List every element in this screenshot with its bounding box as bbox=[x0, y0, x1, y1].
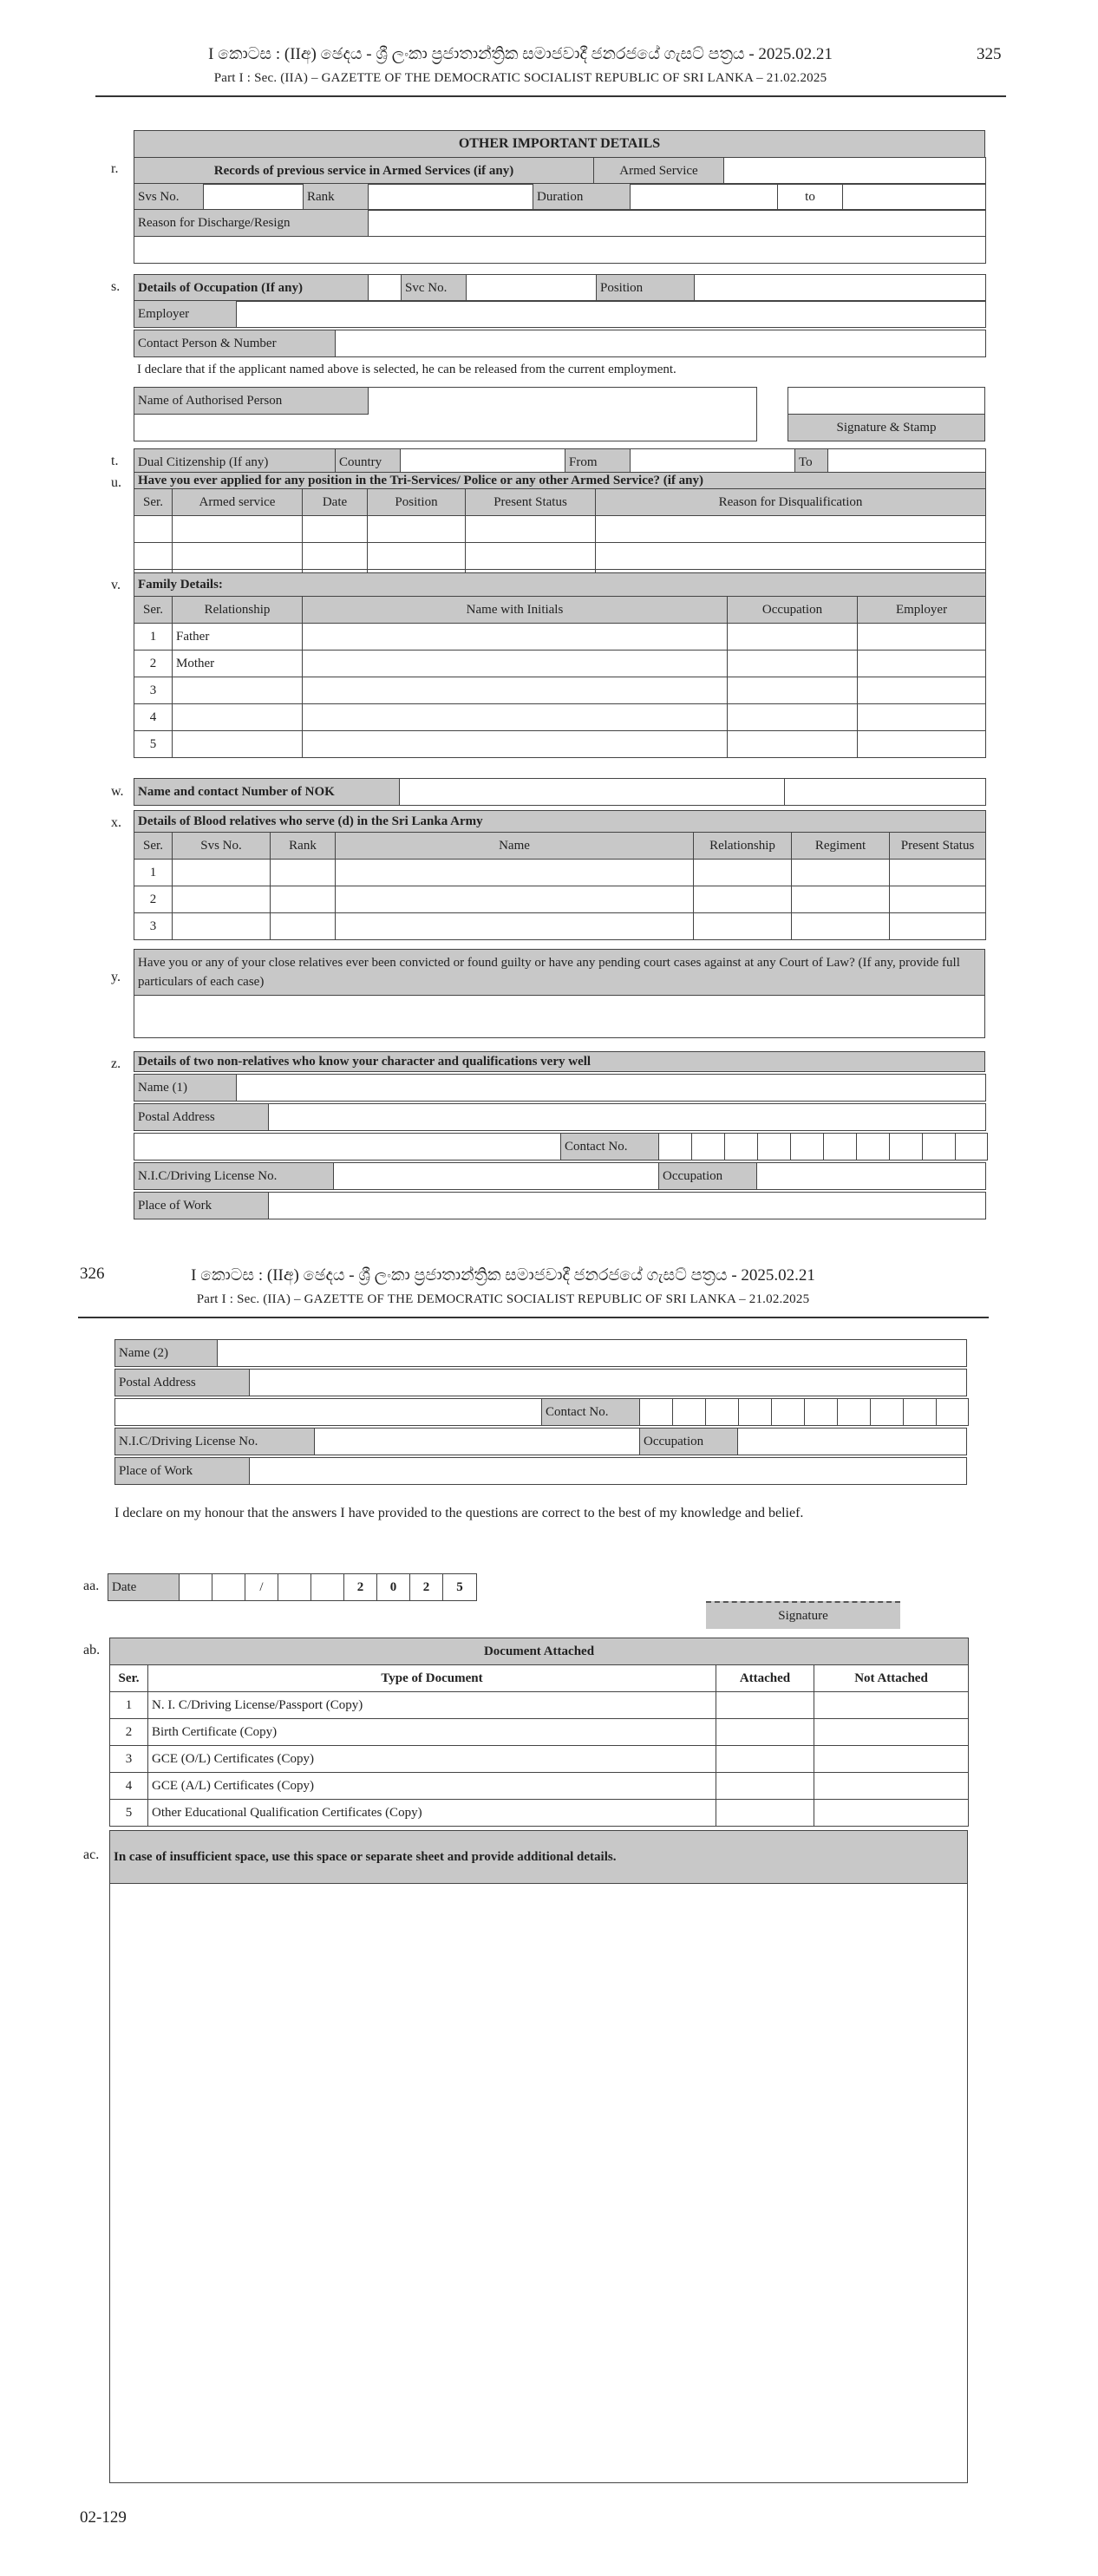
referee1-contact-table bbox=[134, 1133, 988, 1161]
section-mark-ab: ab. bbox=[83, 1643, 101, 1657]
occupation-spacer bbox=[369, 275, 402, 302]
not-attached-checkbox[interactable] bbox=[814, 1719, 969, 1746]
col-ser: Ser. bbox=[134, 833, 173, 860]
discharge-reason-label: Reason for Discharge/Resign bbox=[134, 210, 369, 237]
cell[interactable] bbox=[303, 624, 728, 651]
position-input[interactable] bbox=[695, 275, 986, 302]
digit-box[interactable] bbox=[937, 1399, 969, 1426]
row-ser: 3 bbox=[134, 677, 173, 704]
referee2-name-label: Name (2) bbox=[115, 1340, 218, 1367]
table-row bbox=[134, 677, 986, 704]
row-relationship[interactable] bbox=[173, 731, 303, 758]
convictions-answer[interactable] bbox=[134, 996, 985, 1038]
country-label: Country bbox=[336, 449, 401, 476]
referee1-name-label: Name (1) bbox=[134, 1075, 237, 1102]
digit-box[interactable] bbox=[956, 1134, 988, 1161]
cell[interactable] bbox=[303, 731, 728, 758]
family-details-table bbox=[134, 572, 986, 758]
cell[interactable] bbox=[858, 731, 986, 758]
cell[interactable] bbox=[173, 516, 303, 543]
col-armed-service: Armed service bbox=[173, 489, 303, 516]
honour-declaration: I declare on my honour that the answers I have provided to the questions are correct to the best of my knowledge and belief. bbox=[114, 1506, 804, 1520]
signature-stamp-label: Signature & Stamp bbox=[788, 415, 985, 441]
referee2-postal-input[interactable] bbox=[250, 1370, 967, 1396]
not-attached-checkbox[interactable] bbox=[814, 1746, 969, 1773]
referee1-postal-input[interactable] bbox=[269, 1104, 986, 1131]
year-digit: 0 bbox=[377, 1574, 410, 1601]
cell[interactable] bbox=[596, 543, 986, 570]
cell[interactable] bbox=[303, 704, 728, 731]
employer-table bbox=[134, 300, 986, 328]
digit-box[interactable] bbox=[824, 1134, 857, 1161]
cell[interactable] bbox=[303, 543, 368, 570]
nok-table bbox=[134, 778, 986, 806]
digit-box[interactable] bbox=[857, 1134, 890, 1161]
referee2-postal-extra[interactable] bbox=[115, 1399, 542, 1426]
referee2-postal-label: Postal Address bbox=[115, 1370, 250, 1396]
authorised-person-label: Name of Authorised Person bbox=[134, 388, 369, 415]
authorised-person-table bbox=[134, 387, 757, 441]
cell[interactable] bbox=[728, 624, 858, 651]
col-type-of-document: Type of Document bbox=[148, 1665, 716, 1692]
referee1-name-table bbox=[134, 1074, 986, 1102]
convictions-question: Have you or any of your close relatives ever been convicted or found guilty or have any pending court cases against at any Court of Law? (If any, provide full particulars of each case) bbox=[134, 950, 985, 996]
referee2-contact-label: Contact No. bbox=[542, 1399, 640, 1426]
cell[interactable] bbox=[336, 860, 694, 886]
cell[interactable] bbox=[173, 886, 271, 913]
col-ser: Ser. bbox=[110, 1665, 148, 1692]
additional-details-table bbox=[109, 1830, 968, 2483]
nok-number-input[interactable] bbox=[785, 779, 986, 806]
col-occupation: Occupation bbox=[728, 597, 858, 624]
occupation-table bbox=[134, 274, 986, 302]
cell[interactable] bbox=[271, 860, 336, 886]
date-digit-box[interactable] bbox=[278, 1574, 311, 1601]
referee2-work-label: Place of Work bbox=[115, 1458, 250, 1485]
from-label: From bbox=[565, 449, 631, 476]
authorised-person-input[interactable] bbox=[369, 388, 757, 415]
attached-checkbox[interactable] bbox=[716, 1692, 814, 1719]
signature-stamp-area[interactable] bbox=[788, 388, 985, 415]
digit-box[interactable] bbox=[725, 1134, 758, 1161]
armed-service-record-table bbox=[134, 157, 986, 185]
referee1-postal-label: Postal Address bbox=[134, 1104, 269, 1131]
col-ser: Ser. bbox=[134, 597, 173, 624]
cell[interactable] bbox=[466, 543, 596, 570]
cell[interactable] bbox=[858, 704, 986, 731]
svc-no-input[interactable] bbox=[467, 275, 597, 302]
row-ser: 1 bbox=[134, 624, 173, 651]
dual-citizenship-label: Dual Citizenship (If any) bbox=[134, 449, 336, 476]
cell[interactable] bbox=[303, 677, 728, 704]
row-ser: 4 bbox=[110, 1773, 148, 1800]
table-row bbox=[110, 1692, 969, 1719]
year-digit: 2 bbox=[410, 1574, 443, 1601]
col-relationship: Relationship bbox=[694, 833, 792, 860]
col-regiment: Regiment bbox=[792, 833, 890, 860]
contact-person-label: Contact Person & Number bbox=[134, 330, 336, 357]
referee2-postal-table bbox=[114, 1369, 967, 1396]
cell[interactable] bbox=[858, 651, 986, 677]
signature-label: Signature bbox=[706, 1601, 900, 1629]
digit-box[interactable] bbox=[772, 1399, 805, 1426]
not-attached-checkbox[interactable] bbox=[814, 1773, 969, 1800]
prior-applications-title: Have you ever applied for any position in the Tri-Services/ Police or any other Armed Service? (if any) bbox=[134, 473, 986, 489]
row-ser: 5 bbox=[110, 1800, 148, 1827]
rank-label: Rank bbox=[304, 184, 369, 211]
digit-box[interactable] bbox=[739, 1399, 772, 1426]
attached-checkbox[interactable] bbox=[716, 1800, 814, 1827]
contact-person-input[interactable] bbox=[336, 330, 986, 357]
col-name-initials: Name with Initials bbox=[303, 597, 728, 624]
convictions-table bbox=[134, 949, 985, 1038]
blood-relatives-table bbox=[134, 810, 986, 940]
row-document: Other Educational Qualification Certificates (Copy) bbox=[148, 1800, 716, 1827]
table-row bbox=[134, 651, 986, 677]
row-ser: 1 bbox=[110, 1692, 148, 1719]
col-date: Date bbox=[303, 489, 368, 516]
cell[interactable] bbox=[134, 543, 173, 570]
table-row bbox=[134, 913, 986, 940]
cell[interactable] bbox=[890, 913, 986, 940]
referee1-occupation-input[interactable] bbox=[757, 1163, 986, 1190]
cell[interactable] bbox=[694, 913, 792, 940]
referee1-work-input[interactable] bbox=[269, 1193, 986, 1219]
col-employer: Employer bbox=[858, 597, 986, 624]
to-label: To bbox=[795, 449, 828, 476]
digit-box[interactable] bbox=[838, 1399, 871, 1426]
table-row bbox=[110, 1773, 969, 1800]
position-label: Position bbox=[597, 275, 695, 302]
date-digit-box[interactable] bbox=[311, 1574, 344, 1601]
col-rank: Rank bbox=[271, 833, 336, 860]
cell[interactable] bbox=[728, 651, 858, 677]
cell[interactable] bbox=[173, 543, 303, 570]
digit-box[interactable] bbox=[692, 1134, 725, 1161]
digit-box[interactable] bbox=[640, 1399, 673, 1426]
section-mark-r: r. bbox=[111, 161, 119, 176]
referees-title-table bbox=[134, 1051, 985, 1072]
date-label: Date bbox=[108, 1574, 180, 1601]
documents-table bbox=[109, 1638, 969, 1827]
page-header-english: Part I : Sec. (IIA) – GAZETTE OF THE DEMOCRATIC SOCIALIST REPUBLIC OF SRI LANKA – 21.02.2025 bbox=[213, 71, 827, 85]
page2-header-sinhala: I කොටස : (IIඅ) ඡෙදය - ශ්‍රී ලංකා ප්‍රජාතාන්ත්‍රික සමාජවාදී ජනරජයේ ගැසට් පත්‍රය - 2025.02.21 bbox=[191, 1266, 815, 1285]
section-mark-ac: ac. bbox=[83, 1847, 100, 1862]
col-relationship: Relationship bbox=[173, 597, 303, 624]
digit-box[interactable] bbox=[890, 1134, 923, 1161]
referee1-occupation-label: Occupation bbox=[659, 1163, 757, 1190]
cell[interactable] bbox=[792, 886, 890, 913]
cell[interactable] bbox=[303, 516, 368, 543]
referee2-work-input[interactable] bbox=[250, 1458, 967, 1485]
referee1-postal-extra[interactable] bbox=[134, 1134, 561, 1161]
table-row bbox=[134, 704, 986, 731]
digit-box[interactable] bbox=[805, 1399, 838, 1426]
section-mark-v: v. bbox=[111, 578, 121, 592]
referee1-name-input[interactable] bbox=[237, 1075, 986, 1102]
section-mark-z: z. bbox=[111, 1056, 121, 1071]
nok-name-input[interactable] bbox=[400, 779, 785, 806]
footer-code: 02-129 bbox=[80, 2508, 127, 2527]
cell[interactable] bbox=[336, 913, 694, 940]
employer-label: Employer bbox=[134, 301, 237, 328]
date-digit-box[interactable] bbox=[180, 1574, 212, 1601]
digit-box[interactable] bbox=[758, 1134, 791, 1161]
not-attached-checkbox[interactable] bbox=[814, 1692, 969, 1719]
additional-details-area[interactable] bbox=[110, 1884, 968, 2483]
digit-box[interactable] bbox=[923, 1134, 956, 1161]
referee2-nic-label: N.I.C/Driving License No. bbox=[115, 1429, 315, 1455]
digit-box[interactable] bbox=[791, 1134, 824, 1161]
cell[interactable] bbox=[173, 860, 271, 886]
discharge-reason-table bbox=[134, 209, 986, 264]
row-ser: 5 bbox=[134, 731, 173, 758]
row-ser: 2 bbox=[134, 651, 173, 677]
row-relationship: Mother bbox=[173, 651, 303, 677]
cell[interactable] bbox=[728, 704, 858, 731]
digit-box[interactable] bbox=[706, 1399, 739, 1426]
date-table bbox=[108, 1573, 477, 1601]
employer-input[interactable] bbox=[237, 301, 986, 328]
referee2-name-input[interactable] bbox=[218, 1340, 967, 1367]
col-present-status: Present Status bbox=[466, 489, 596, 516]
cell[interactable] bbox=[728, 731, 858, 758]
rank-input[interactable] bbox=[369, 184, 533, 211]
digit-box[interactable] bbox=[904, 1399, 937, 1426]
svs-no-label: Svs No. bbox=[134, 184, 204, 211]
row-ser: 2 bbox=[134, 886, 173, 913]
cell[interactable] bbox=[858, 677, 986, 704]
cell[interactable] bbox=[890, 886, 986, 913]
row-document: N. I. C/Driving License/Passport (Copy) bbox=[148, 1692, 716, 1719]
cell[interactable] bbox=[858, 624, 986, 651]
blood-relatives-title: Details of Blood relatives who serve (d) in the Sri Lanka Army bbox=[134, 811, 986, 833]
svs-no-input[interactable] bbox=[204, 184, 304, 211]
other-details-title-bar bbox=[134, 130, 985, 158]
date-digit-box[interactable] bbox=[212, 1574, 245, 1601]
col-attached: Attached bbox=[716, 1665, 814, 1692]
attached-checkbox[interactable] bbox=[716, 1773, 814, 1800]
row-ser: 2 bbox=[110, 1719, 148, 1746]
section-mark-u: u. bbox=[111, 475, 121, 490]
table-row bbox=[134, 860, 986, 886]
table-row bbox=[134, 886, 986, 913]
cell[interactable] bbox=[694, 860, 792, 886]
cell[interactable] bbox=[368, 543, 466, 570]
referee1-contact-label: Contact No. bbox=[561, 1134, 659, 1161]
row-relationship[interactable] bbox=[173, 677, 303, 704]
section-mark-x: x. bbox=[111, 815, 121, 830]
row-document: GCE (A/L) Certificates (Copy) bbox=[148, 1773, 716, 1800]
row-ser: 3 bbox=[110, 1746, 148, 1773]
cell[interactable] bbox=[596, 516, 986, 543]
table-row bbox=[134, 516, 986, 543]
attached-checkbox[interactable] bbox=[716, 1746, 814, 1773]
section-mark-t: t. bbox=[111, 454, 119, 468]
row-document: GCE (O/L) Certificates (Copy) bbox=[148, 1746, 716, 1773]
cell[interactable] bbox=[728, 677, 858, 704]
cell[interactable] bbox=[134, 516, 173, 543]
page2-header-english: Part I : Sec. (IIA) – GAZETTE OF THE DEMOCRATIC SOCIALIST REPUBLIC OF SRI LANKA – 21.02.2025 bbox=[196, 1292, 810, 1306]
cell[interactable] bbox=[890, 860, 986, 886]
row-ser: 1 bbox=[134, 860, 173, 886]
table-row bbox=[134, 624, 986, 651]
col-name: Name bbox=[336, 833, 694, 860]
referee2-nic-input[interactable] bbox=[315, 1429, 640, 1455]
not-attached-checkbox[interactable] bbox=[814, 1800, 969, 1827]
nok-label: Name and contact Number of NOK bbox=[134, 779, 400, 806]
referee1-postal-table bbox=[134, 1103, 986, 1131]
section-mark-w: w. bbox=[111, 784, 124, 799]
family-details-title: Family Details: bbox=[134, 573, 986, 597]
cell[interactable] bbox=[271, 886, 336, 913]
digit-box[interactable] bbox=[871, 1399, 904, 1426]
referee1-nic-input[interactable] bbox=[334, 1163, 659, 1190]
documents-title: Document Attached bbox=[110, 1638, 969, 1665]
armed-service-label: Armed Service bbox=[594, 158, 724, 185]
page2-header-rule bbox=[78, 1317, 989, 1318]
cell[interactable] bbox=[173, 913, 271, 940]
page-number-2: 326 bbox=[80, 1265, 105, 1283]
row-document: Birth Certificate (Copy) bbox=[148, 1719, 716, 1746]
armed-service-detail-table bbox=[134, 183, 986, 211]
referee2-occupation-label: Occupation bbox=[640, 1429, 738, 1455]
cell[interactable] bbox=[303, 651, 728, 677]
page-number: 325 bbox=[977, 45, 1002, 63]
col-present-status: Present Status bbox=[890, 833, 986, 860]
signature-stamp-box bbox=[788, 387, 985, 441]
row-ser: 3 bbox=[134, 913, 173, 940]
duration-to-input[interactable] bbox=[843, 184, 986, 211]
referee1-work-table bbox=[134, 1192, 986, 1219]
col-reason-disqualification: Reason for Disqualification bbox=[596, 489, 986, 516]
contact-person-table bbox=[134, 330, 986, 357]
section-mark-y: y. bbox=[111, 970, 121, 984]
other-details-title: OTHER IMPORTANT DETAILS bbox=[134, 131, 985, 158]
table-row bbox=[110, 1800, 969, 1827]
cell[interactable] bbox=[271, 913, 336, 940]
referee2-work-table bbox=[114, 1457, 967, 1485]
table-row bbox=[110, 1719, 969, 1746]
cell[interactable] bbox=[792, 860, 890, 886]
referees-title: Details of two non-relatives who know your character and qualifications very well bbox=[134, 1052, 985, 1072]
svc-no-label: Svc No. bbox=[402, 275, 467, 302]
armed-service-record-title: Records of previous service in Armed Services (if any) bbox=[134, 158, 594, 185]
row-relationship[interactable] bbox=[173, 704, 303, 731]
table-row bbox=[110, 1746, 969, 1773]
armed-service-input[interactable] bbox=[724, 158, 986, 185]
referee1-nic-label: N.I.C/Driving License No. bbox=[134, 1163, 334, 1190]
referee2-contact-table bbox=[114, 1398, 969, 1426]
release-declaration: I declare that if the applicant named above is selected, he can be released from the current employment. bbox=[137, 363, 676, 376]
header-rule bbox=[95, 95, 1006, 97]
duration-to-label: to bbox=[778, 184, 843, 211]
table-row bbox=[134, 731, 986, 758]
year-digit: 5 bbox=[443, 1574, 477, 1601]
duration-from-input[interactable] bbox=[631, 184, 778, 211]
additional-details-title: In case of insufficient space, use this space or separate sheet and provide additional details. bbox=[110, 1831, 968, 1884]
cell[interactable] bbox=[368, 516, 466, 543]
referee2-nic-table bbox=[114, 1428, 967, 1455]
col-position: Position bbox=[368, 489, 466, 516]
referee1-work-label: Place of Work bbox=[134, 1193, 269, 1219]
occupation-title: Details of Occupation (If any) bbox=[134, 275, 369, 302]
cell[interactable] bbox=[792, 913, 890, 940]
table-row bbox=[134, 543, 986, 570]
page-header-sinhala: I කොටස : (IIඅ) ඡෙදය - ශ්‍රී ලංකා ප්‍රජාතාන්ත්‍රික සමාජවාදී ජනරජයේ ගැසට් පත්‍රය - 2025.02.21 bbox=[208, 45, 833, 63]
digit-box[interactable] bbox=[673, 1399, 706, 1426]
authorised-person-extra-line[interactable] bbox=[134, 415, 757, 441]
referee1-nic-table bbox=[134, 1162, 986, 1190]
discharge-reason-extra-line[interactable] bbox=[134, 237, 986, 264]
discharge-reason-input[interactable] bbox=[369, 210, 986, 237]
digit-box[interactable] bbox=[659, 1134, 692, 1161]
duration-label: Duration bbox=[533, 184, 631, 211]
col-svs-no: Svs No. bbox=[173, 833, 271, 860]
cell[interactable] bbox=[694, 886, 792, 913]
row-relationship: Father bbox=[173, 624, 303, 651]
cell[interactable] bbox=[336, 886, 694, 913]
year-digit: 2 bbox=[344, 1574, 377, 1601]
section-mark-aa: aa. bbox=[83, 1579, 100, 1593]
date-separator: / bbox=[245, 1574, 278, 1601]
col-ser: Ser. bbox=[134, 489, 173, 516]
row-ser: 4 bbox=[134, 704, 173, 731]
cell[interactable] bbox=[466, 516, 596, 543]
attached-checkbox[interactable] bbox=[716, 1719, 814, 1746]
referee2-name-table bbox=[114, 1339, 967, 1367]
col-not-attached: Not Attached bbox=[814, 1665, 969, 1692]
section-mark-s: s. bbox=[111, 279, 121, 294]
referee2-occupation-input[interactable] bbox=[738, 1429, 967, 1455]
